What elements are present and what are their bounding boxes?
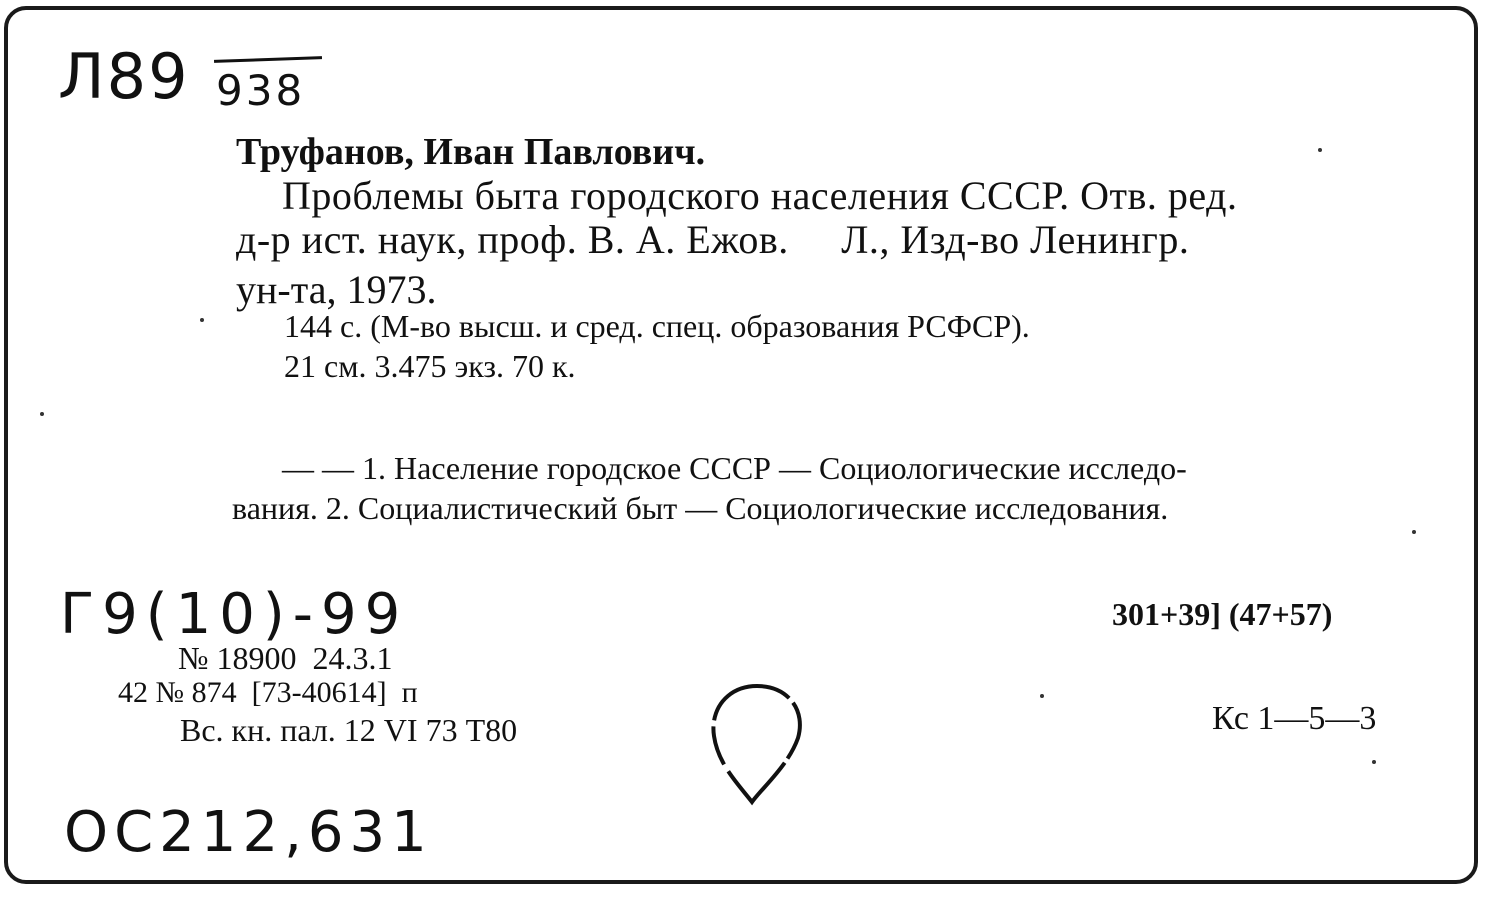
card-hole-mark xyxy=(702,680,812,810)
scan-speck xyxy=(1040,694,1044,698)
shelf-mark: Л89 xyxy=(58,40,190,113)
author-heading: Труфанов, Иван Павлович. xyxy=(236,131,706,173)
shelf-mark-sub: 938 xyxy=(216,66,306,115)
udc-index: 301+39] (47+57) xyxy=(1112,596,1333,632)
classification-mark: Г9(10)-99 xyxy=(60,582,409,647)
scan-speck xyxy=(40,412,44,416)
scan-speck xyxy=(1372,760,1376,764)
title-line-2: д-р ист. наук, проф. В. А. Ежов. Л., Изд-во Ленингр. xyxy=(236,217,1190,262)
scan-speck xyxy=(1318,148,1322,152)
record-line-3: Вс. кн. пал. 12 VI 73 Т80 xyxy=(180,712,518,748)
inventory-number: ОС212,631 xyxy=(64,800,433,865)
title-line-1: Проблемы быта городского населения СССР. Отв. ред. xyxy=(282,173,1238,218)
physical-line-1: 144 с. (М-во высш. и сред. спец. образования РСФСР). xyxy=(284,308,1030,344)
record-line-2: 42 № 874 [73-40614] п xyxy=(118,676,418,709)
record-line-1: № 18900 24.3.1 xyxy=(178,640,393,676)
scan-speck xyxy=(200,318,204,322)
title-line-3: ун-та, 1973. xyxy=(236,267,437,312)
physical-line-2: 21 см. 3.475 экз. 70 к. xyxy=(284,348,576,384)
subject-line-2: вания. 2. Социалистический быт — Социологические исследования. xyxy=(232,490,1169,526)
scan-speck xyxy=(1412,530,1416,534)
subject-line-1: — — 1. Население городское СССР — Социологические исследо- xyxy=(282,450,1187,486)
ks-code: Кс 1—5—3 xyxy=(1212,700,1377,737)
